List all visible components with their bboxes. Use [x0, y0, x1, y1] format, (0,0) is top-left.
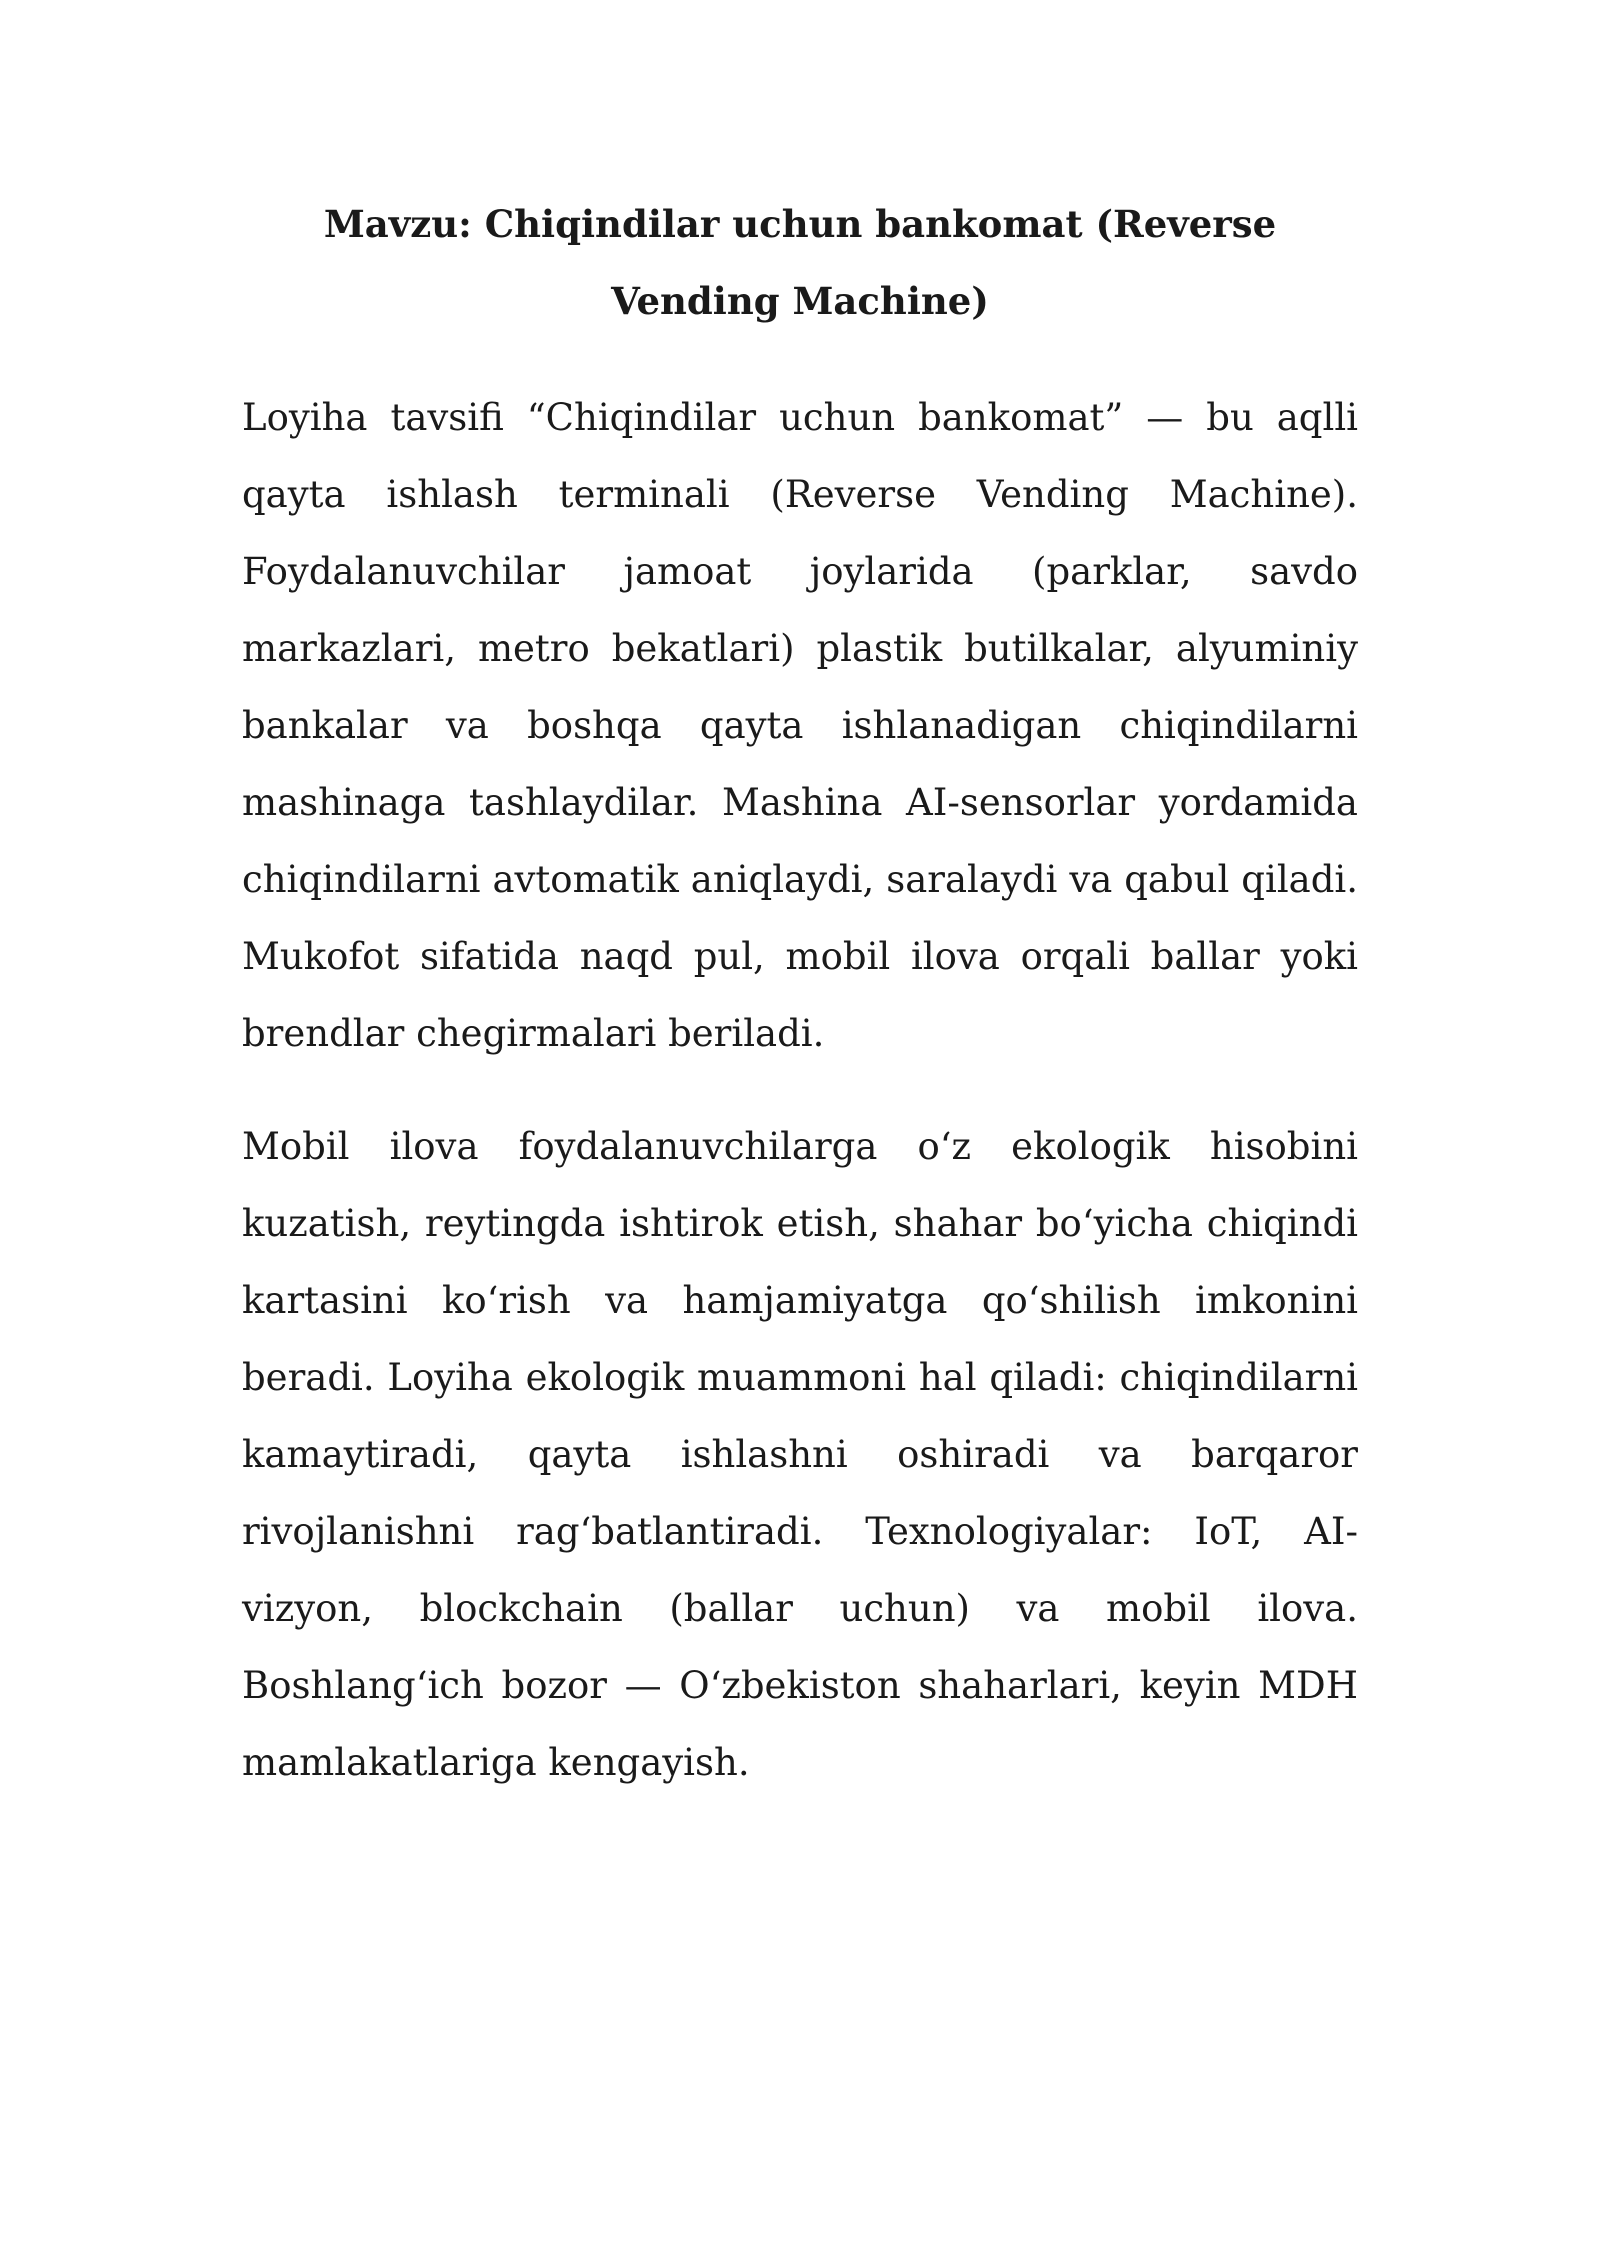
paragraph-mobile-app: Mobil ilova foydalanuvchilarga o‘z ekologik hisobini kuzatish, reytingda ishtirok etish, shahar bo‘yicha chiqindi kartasini ko‘rish va hamjamiyatga qo‘shilish imkonini beradi. Loyiha ekologik muammoni hal qiladi: chiqindilarni kamaytiradi, qayta ishlashni oshiradi va barqaror rivojlanishni rag‘batlantiradi. Texnologiyalar: IoT, AI-vizyon, blockchain (ballar uchun) va mobil ilova. Boshlang‘ich bozor — O‘zbekiston shaharlari, keyin MDH mamlakatlariga kengayish. [242, 1125, 1358, 1784]
paragraph-project-description: Loyiha tavsifi “Chiqindilar uchun bankomat” — bu aqlli qayta ishlash terminali (Reverse Vending Machine). Foydalanuvchilar jamoat joylarida (parklar, savdo markazlari, metro bekatlari) plastik butilkalar, alyuminiy bankalar va boshqa qayta ishlanadigan chiqindilarni mashinaga tashlaydilar. Mashina AI-sensorlar yordamida chiqindilarni avtomatik aniqlaydi, saralaydi va qabul qiladi. Mukofot sifatida naqd pul, mobil ilova orqali ballar yoki brendlar chegirmalari beriladi. [242, 396, 1358, 1055]
document-title: Mavzu: Chiqindilar uchun bankomat (Reverse Vending Machine) [323, 202, 1277, 323]
document-body [242, 186, 1358, 1801]
